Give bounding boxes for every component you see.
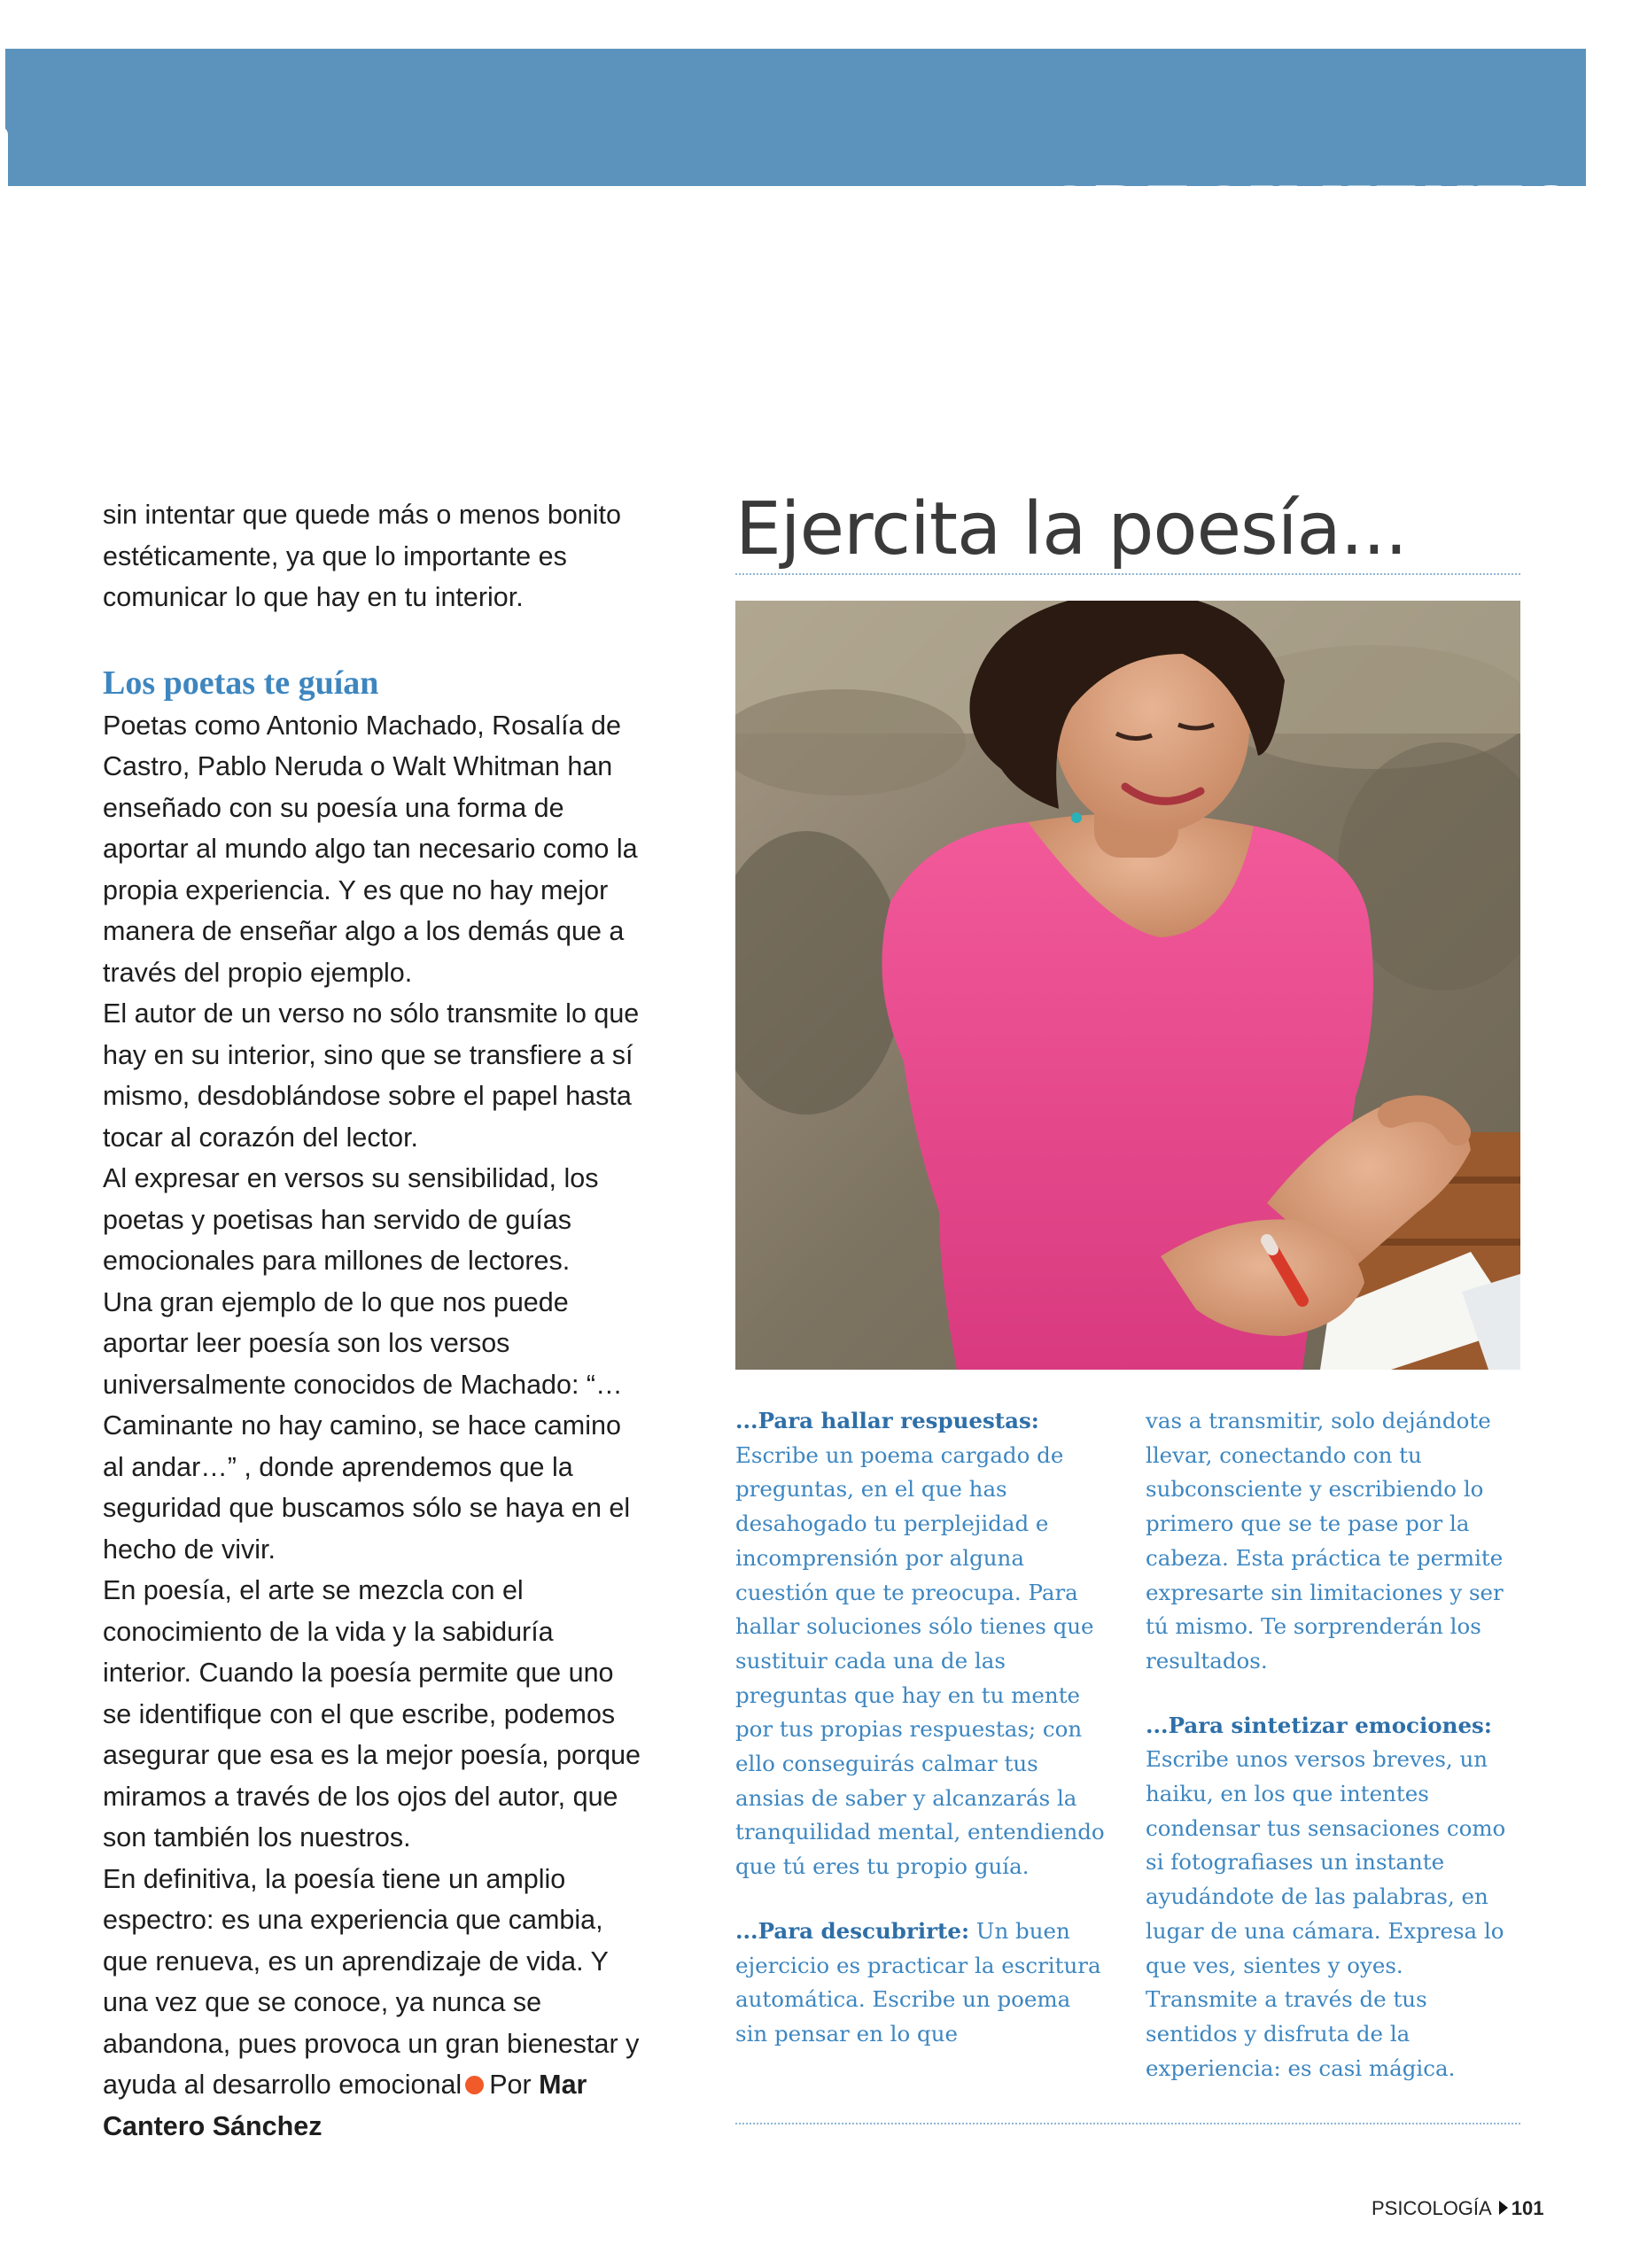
body-paragraph: En poesía, el arte se mezcla con el conocimiento de la vida y la sabiduría interior. Cuando la poesía permite que uno se identifique con el que escribe, podemos asegurar que esa es la mejor poesía, porque miramos a través de los ojos del autor, que son también los nuestros. (103, 1575, 641, 1852)
lead-paragraph: sin intentar que quede más o menos bonito estéticamente, ya que lo importante es comunicar lo que hay en tu interior. (103, 500, 621, 612)
photo-illustration (735, 601, 1520, 1370)
closing-text: En definitiva, la poesía tiene un amplio espectro: es una experiencia que cambia, que renueva, es un aprendizaje de vida. Y una vez que se conoce, ya nunca se abandona, pues provoca un gran bienestar y ayuda al desarrollo emocional (103, 1863, 640, 2100)
woman-writing-photo (735, 601, 1520, 1370)
tips-column-left (735, 1404, 1107, 2052)
tip-descubrirte-continued (1146, 1404, 1518, 1679)
body-paragraph: El autor de un verso no sólo transmite lo que hay en su interior, sino que se transfiere a sí mismo, desdoblándose sobre el papel hasta tocar al corazón del lector. (103, 998, 640, 1153)
page-number: 101 (1511, 2197, 1544, 2219)
tip-text: Escribe unos versos breves, un haiku, en los que intentes condensar tus sensaciones como si fotografiases un instante ayudándote de las palabras, en lugar de una cámara. Expresa lo que ves, sientes y oyes. Transmite a través de tus sentidos y disfruta de la experiencia: es casi mágica. (1146, 1746, 1506, 2081)
body-paragraph: Una gran ejemplo de lo que nos puede aportar leer poesía son los versos universalmente conocidos de Machado: “…Caminante no hay camino, se hace camino al andar…” , donde aprendemos que la seguridad que buscamos sólo se haya en el hecho de vivir. (103, 1286, 631, 1565)
tip-sintetizar (1146, 1709, 1518, 2086)
byline-prefix: Por (489, 2070, 532, 2100)
tips-column-right (1146, 1404, 1518, 2085)
tip-descubrirte (735, 1915, 1107, 2052)
tip-text-continued: vas a transmitir, solo dejándote llevar, conectando con tu subconsciente y escribiendo lo primero que se te pase por la cabeza. Esta práctica te permite expresarte sin limitaciones y ser tú mismo. Te sorprenderán los resultados. (1146, 1408, 1504, 1674)
section-title: CRECIMIENTO (1042, 169, 1581, 246)
tip-heading: ...Para sintetizar emociones: (1146, 1712, 1492, 1738)
section-header-band (5, 49, 1586, 246)
subheading: Los poetas te guían (103, 664, 379, 702)
author-name: Mar Cantero Sánchez (103, 2070, 587, 2141)
end-dot-icon (465, 2076, 484, 2094)
dotted-rule-top (735, 573, 1520, 575)
tip-text: Escribe un poema cargado de preguntas, en el que has desahogado tu perplejidad e incomprensión por alguna cuestión que te preocupa. Para hallar soluciones sólo tienes que sustituir cada una de las preguntas que hay en tu mente por tus propias respuestas; con ello conseguirás calmar tus ansias de saber y alcanzarás la tranquilidad mental, entendiendo que tú eres tu propio guía. (735, 1441, 1105, 1880)
magazine-name: PSICOLOGÍA (1372, 2197, 1492, 2219)
article-body-column (103, 494, 645, 2147)
folio-arrow-icon (1499, 2201, 1508, 2215)
band-tab-notch (0, 127, 8, 198)
tip-heading: ...Para hallar respuestas: (735, 1408, 1039, 1433)
closing-paragraph (103, 1859, 645, 2148)
tip-heading: ...Para descubrirte: (735, 1917, 969, 1944)
tip-respuestas (735, 1404, 1107, 1884)
tip-text: Un buen ejercicio es practicar la escritura automática. Escribe un poema sin pensar en lo que (735, 1917, 1101, 2047)
body-paragraph: Al expresar en versos su sensibilidad, los poetas y poetisas han servido de guías emocionales para millones de lectores. (103, 1163, 599, 1276)
body-paragraph: Poetas como Antonio Machado, Rosalía de Castro, Pablo Neruda o Walt Whitman han enseñado con su poesía una forma de aportar al mundo algo tan necesario como la propia experiencia. Y es que no hay mejor manera de enseñar algo a los demás que a través del propio ejemplo. (103, 710, 638, 988)
dotted-rule-bottom (735, 2123, 1520, 2124)
sidebar-title: Ejercita la poesía... (735, 487, 1407, 571)
page-footer (1372, 2197, 1543, 2220)
